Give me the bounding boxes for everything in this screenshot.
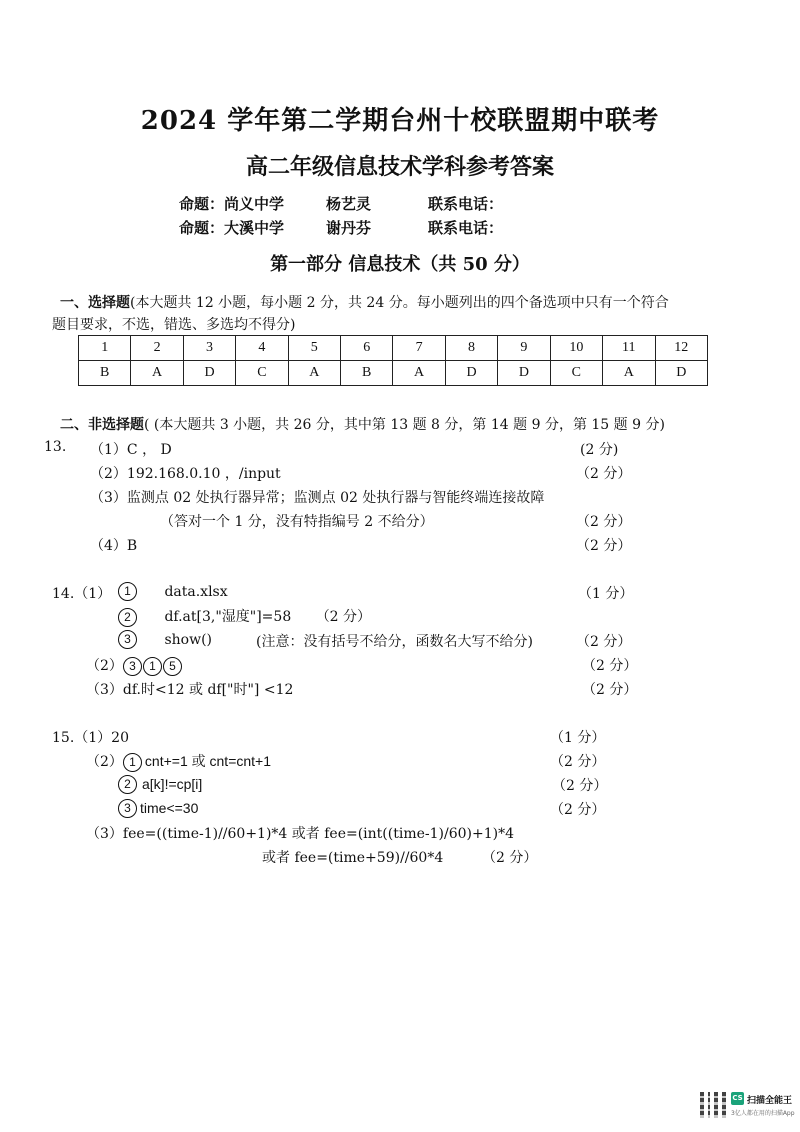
q14-part-2-label: （2） <box>86 658 123 674</box>
q14-score-5: （2 分） <box>582 682 638 698</box>
table-cell: 10 <box>550 336 602 361</box>
author-name-1: 杨艺灵 <box>326 195 372 213</box>
table-cell: D <box>183 361 235 386</box>
table-cell: 7 <box>393 336 445 361</box>
table-cell: A <box>131 361 183 386</box>
q14-answer-1-text: data.xlsx <box>164 583 228 600</box>
q15-score-1: （1 分） <box>550 730 606 746</box>
table-cell: 9 <box>498 336 550 361</box>
q13-score-1: (2 分) <box>580 442 619 458</box>
q14-score-4: （2 分） <box>582 658 638 674</box>
table-cell: 4 <box>236 336 288 361</box>
q14-answer-3-note: (注意：没有括号不给分，函数名大写不给分) <box>256 634 533 650</box>
q13-score-2: （2 分） <box>576 466 632 482</box>
choice-heading: 一、选择题 <box>60 295 130 311</box>
circled-number: 1 <box>123 753 142 772</box>
q15-answer-1-text: cnt+=1 或 cnt=cnt+1 <box>144 753 272 769</box>
circled-number: 3 <box>118 630 137 649</box>
table-cell: D <box>655 361 707 386</box>
qr-code-icon <box>700 1092 726 1118</box>
table-cell: 5 <box>288 336 340 361</box>
table-cell: B <box>341 361 393 386</box>
q14-number: 14.（1） <box>52 586 112 602</box>
table-cell: 11 <box>603 336 655 361</box>
q15-score-5: （2 分） <box>482 850 538 866</box>
q14-part-3: （3）df.时<12 或 df["时"] <12 <box>86 682 294 698</box>
q13-answer-4: （4）B <box>90 538 138 554</box>
circled-number: 5 <box>163 657 182 676</box>
table-cell: 6 <box>341 336 393 361</box>
q15-part-2-label: （2） <box>86 754 123 770</box>
choice-intro <box>60 292 669 312</box>
q14-score-1: （1 分） <box>578 586 634 602</box>
q13-answer-3: （3）监测点 02 处执行器异常；监测点 02 处执行器与智能终端连接故障 <box>90 490 545 506</box>
author-contact-1: 联系电话： <box>428 195 504 213</box>
table-cell: 2 <box>131 336 183 361</box>
q13-score-4: （2 分） <box>576 538 632 554</box>
table-cell: 3 <box>183 336 235 361</box>
q15-score-4: （2 分） <box>550 802 606 818</box>
table-cell: C <box>236 361 288 386</box>
table-cell: A <box>393 361 445 386</box>
table-cell: 1 <box>79 336 131 361</box>
answer-table <box>78 335 708 386</box>
q14-score-2: （2 分） <box>315 609 372 625</box>
author-name-2: 谢丹芬 <box>326 219 372 237</box>
q14-score-3: （2 分） <box>576 634 632 650</box>
q15-score-2: （2 分） <box>550 754 606 770</box>
q14-answer-3 <box>118 630 212 649</box>
part-title: 第一部分 信息技术（共 50 分） <box>270 254 530 275</box>
circled-number: 3 <box>123 657 142 676</box>
q14-answer-2-text: df.at[3,"湿度"]=58 <box>164 609 292 625</box>
q15-answer-2-text: a[k]!=cp[i] <box>142 775 203 792</box>
q15-part-3-alt: 或者 fee=(time+59)//60*4 <box>262 850 444 866</box>
nonchoice-intro <box>60 414 665 434</box>
table-cell: B <box>79 361 131 386</box>
table-cell: 12 <box>655 336 707 361</box>
author-contact-2: 联系电话： <box>428 219 504 237</box>
author-role-2: 命题：大溪中学 <box>179 219 285 237</box>
table-cell: C <box>550 361 602 386</box>
choice-desc-2: 题目要求，不选，错选、多选均不得分) <box>52 317 296 333</box>
table-cell: 8 <box>445 336 497 361</box>
q13-number: 13. <box>44 439 67 455</box>
q14-answer-1 <box>118 582 228 601</box>
q15-answer-2 <box>118 775 202 794</box>
q15-answer-1 <box>86 751 271 772</box>
q13-score-3: （2 分） <box>576 514 632 530</box>
circled-number: 3 <box>118 799 137 818</box>
table-cell: A <box>288 361 340 386</box>
table-cell: D <box>445 361 497 386</box>
circled-number: 2 <box>118 608 137 627</box>
document-title: 2024 学年第二学期台州十校联盟期中联考 <box>140 106 660 136</box>
table-cell: A <box>603 361 655 386</box>
nonchoice-heading: 二、非选择题 <box>60 417 144 433</box>
q13-answer-1: （1）C ， D <box>90 442 172 458</box>
q14-answer-2 <box>118 606 371 627</box>
camscanner-name: 扫描全能王 <box>747 1096 793 1106</box>
answer-table-answer-row <box>79 361 708 386</box>
table-cell: D <box>498 361 550 386</box>
circled-number: 1 <box>118 582 137 601</box>
answer-table-header-row <box>79 336 708 361</box>
q13-answer-3-note: （答对一个 1 分，没有特指编号 2 不给分） <box>160 514 434 530</box>
circled-number: 1 <box>143 657 162 676</box>
choice-desc-1: (本大题共 12 小题，每小题 2 分，共 24 分。每小题列出的四个备选项中只有一个符合 <box>130 295 669 311</box>
q14-part-2 <box>86 655 183 676</box>
nonchoice-desc: ( (本大题共 3 小题，共 26 分，其中第 13 题 8 分，第 14 题 9 分，第 15 题 9 分) <box>144 417 665 433</box>
q15-part-3: （3）fee=((time-1)//60+1)*4 或者 fee=(int((time-1)/60)+1)*4 <box>86 826 514 842</box>
q13-answer-2: （2）192.168.0.10 ，/input <box>90 466 281 482</box>
author-role-1: 命题：尚义中学 <box>179 195 285 213</box>
camscanner-logo: CS <box>731 1092 744 1105</box>
q14-answer-3-text: show() <box>164 631 212 648</box>
circled-number: 2 <box>118 775 137 794</box>
q15-score-3: （2 分） <box>552 778 608 794</box>
q15-answer-3 <box>118 799 198 818</box>
camscanner-tagline: 3亿人都在用的扫描App <box>731 1110 795 1117</box>
q15-part-1: 15.（1）20 <box>52 730 129 746</box>
document-subtitle: 高二年级信息技术学科参考答案 <box>245 154 554 180</box>
q15-answer-3-text: time<=30 <box>140 799 199 816</box>
